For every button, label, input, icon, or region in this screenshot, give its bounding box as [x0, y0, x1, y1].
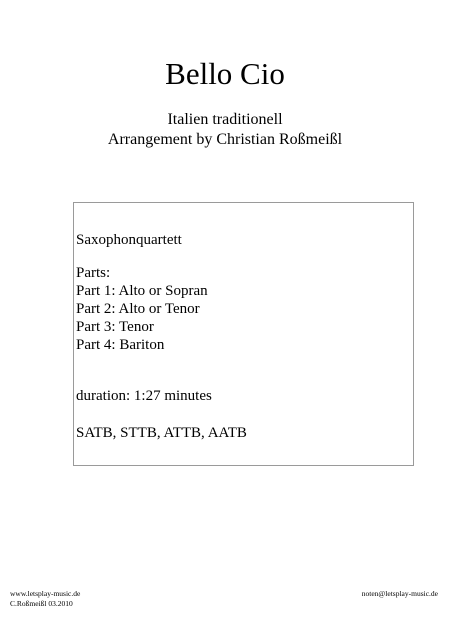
part-item: Part 4: Bariton — [76, 337, 165, 353]
page-title: Bello Cio — [165, 56, 285, 91]
footer-copyright: C.Roßmeißl 03.2010 — [10, 599, 73, 608]
duration-text: duration: 1:27 minutes — [76, 388, 212, 404]
part-item: Part 3: Tenor — [76, 319, 154, 335]
voicings-text: SATB, STTB, ATTB, AATB — [76, 425, 247, 441]
footer-website: www.letsplay-music.de — [10, 589, 81, 598]
part-item: Part 1: Alto or Sopran — [76, 283, 208, 299]
subtitle-arranger: Arrangement by Christian Roßmeißl — [107, 131, 343, 148]
parts-heading: Parts: — [76, 265, 111, 281]
ensemble-label: Saxophonquartett — [76, 232, 182, 248]
footer-email: noten@letsplay-music.de — [361, 589, 438, 598]
subtitle-origin: Italien traditionell — [167, 111, 283, 128]
part-item: Part 2: Alto or Tenor — [76, 301, 200, 317]
